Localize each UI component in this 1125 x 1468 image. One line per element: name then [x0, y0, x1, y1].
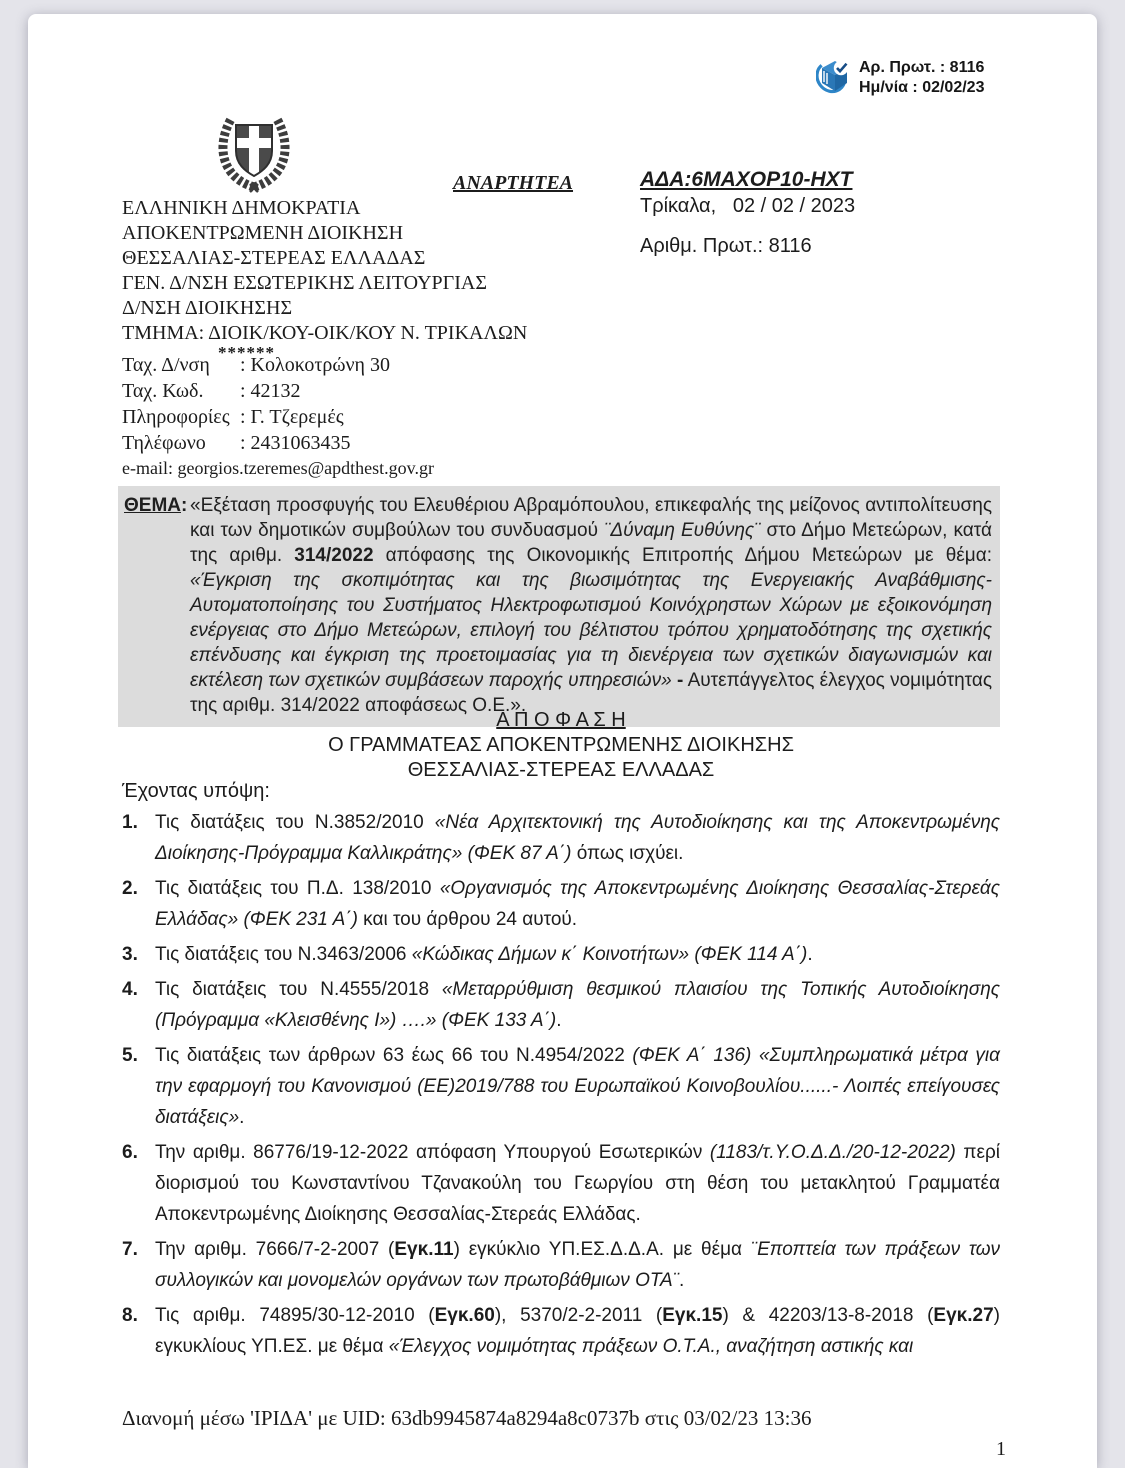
distribution-note: Διανομή μέσω 'ΙΡΙΔΑ' με UID: 63db9945874a8294a8c0737b στις 03/02/23 13:36 — [122, 1406, 812, 1430]
item-number: 4. — [122, 979, 138, 1000]
agency-header — [122, 196, 527, 360]
contact-value: : Κολοκοτρώνη 30 — [240, 354, 391, 376]
document-page — [28, 14, 1097, 1468]
item-number: 1. — [122, 812, 138, 833]
city-date: Τρίκαλα, 02 / 02 / 2023 — [640, 195, 856, 217]
subject-block — [118, 486, 1000, 727]
list-item — [122, 939, 1000, 970]
list-item — [122, 807, 1000, 869]
item-text: Τις διατάξεις του Ν.3463/2006 «Κώδικας Δήμων κ΄ Κοινοτήτων» (ΦΕΚ 114 Α΄). — [155, 944, 813, 965]
anartitea-label: ΑΝΑΡΤΗΤΕΑ — [453, 172, 574, 194]
stamp-protocol-number: Αρ. Πρωτ. : 8116 — [859, 58, 985, 76]
ada-code: ΑΔΑ:6ΜΑΧΟΡ10-ΗΧΤ — [640, 168, 853, 191]
contact-label: Πληροφορίες — [122, 406, 230, 428]
contact-block — [122, 352, 434, 480]
list-item — [122, 974, 1000, 1036]
protocol-info-block — [640, 168, 1000, 258]
item-number: 3. — [122, 944, 138, 965]
list-item — [122, 1234, 1000, 1296]
subject-label — [124, 493, 190, 518]
item-text: Την αριθμ. 86776/19-12-2022 απόφαση Υπουργού Εσωτερικών (1183/τ.Υ.Ο.Δ.Δ./20-12-2022) περί διορισμού του Κωνσταντίνου Τζανακούλη του Γεωργίου στη θέση του μετακλητού Γραμματέα Αποκεντρωμένης Διοίκησης Θεσσαλίας-Στερεάς Ελλάδας. — [155, 1142, 1000, 1225]
contact-row — [122, 404, 434, 430]
subject-label-colon: : — [181, 495, 188, 516]
item-text: Τις διατάξεις του Ν.4555/2018 «Μεταρρύθμιση θεσμικού πλαισίου της Τοπικής Αυτοδιοίκησης (Πρόγραμμα «Κλεισθένης Ι») ….» (ΦΕΚ 133 Α΄). — [155, 979, 1000, 1031]
subject-label-text: ΘΕΜΑ — [124, 495, 181, 516]
protocol-number: Αριθμ. Πρωτ.: 8116 — [640, 235, 812, 257]
protocol-stamp — [816, 54, 984, 101]
item-text: Την αριθμ. 7666/7-2-2007 (Εγκ.11) εγκύκλιο ΥΠ.ΕΣ.Δ.Δ.Α. με θέμα ¨Εποπτεία των πράξεων των συλλογικών και μονομελών οργάνων των πρωτοβάθμιων ΟΤΑ¨. — [155, 1239, 1001, 1291]
item-text: Τις αριθμ. 74895/30-12-2010 (Εγκ.60), 5370/2-2-2011 (Εγκ.15) & 42203/13-8-2018 (Εγκ.27) εγκυκλίους ΥΠ.ΕΣ. με θέμα «Έλεγχος νομιμότητας πράξεων Ο.Τ.Α., αναζήτηση αστικής και — [155, 1305, 1000, 1357]
item-text: Τις διατάξεις των άρθρων 63 έως 66 του Ν.4954/2022 (ΦΕΚ Α΄ 136) «Συμπληρωματικά μέτρα για την εφαρμογή του Κανονισμού (ΕΕ)2019/788 του Ευρωπαϊκού Κοινοβουλίου......- Λοιπές επείγουσες διατάξεις». — [155, 1045, 1000, 1128]
item-number: 2. — [122, 878, 138, 899]
item-text: Τις διατάξεις του Ν.3852/2010 «Νέα Αρχιτεκτονική της Αυτοδιοίκησης και της Αποκεντρωμένης Διοίκησης-Πρόγραμμα Καλλικράτης» (ΦΕΚ 87 Α΄) όπως ισχύει. — [155, 812, 1000, 864]
decision-subtitle: Ο ΓΡΑΜΜΑΤΕΑΣ ΑΠΟΚΕΝΤΡΩΜΕΝΗΣ ΔΙΟΙΚΗΣΗΣ — [328, 734, 794, 756]
stamp-date: Ημ/νία : 02/02/23 — [859, 78, 985, 96]
list-item — [122, 1300, 1000, 1362]
contact-row — [122, 352, 434, 378]
contact-row — [122, 378, 434, 404]
legal-references-list — [122, 807, 1000, 1366]
agency-line: Δ/ΝΣΗ ΔΙΟΙΚΗΣΗΣ — [122, 297, 293, 319]
item-number: 6. — [122, 1142, 138, 1163]
irida-logo-icon — [816, 54, 852, 101]
decision-title: Α Π Ο Φ Α Σ Η — [496, 709, 626, 731]
contact-label: Τηλέφωνο — [122, 432, 206, 454]
having-regard-label: Έχοντας υπόψη: — [122, 780, 270, 802]
item-number: 8. — [122, 1305, 138, 1326]
stamp-text — [859, 58, 984, 98]
item-number: 7. — [122, 1239, 138, 1260]
subject-paragraph — [124, 493, 992, 718]
contact-value: : 2431063435 — [240, 432, 351, 454]
list-item — [122, 1137, 1000, 1230]
contact-label: Ταχ. Κωδ. — [122, 380, 204, 402]
item-text: Τις διατάξεις του Π.Δ. 138/2010 «Οργανισμός της Αποκεντρωμένης Διοίκησης Θεσσαλίας-Στερεάς Ελλάδας» (ΦΕΚ 231 Α΄) και του άρθρου 24 αυτού. — [155, 878, 1000, 930]
contact-email: e-mail: georgios.tzeremes@apdthest.gov.gr — [122, 458, 434, 478]
agency-line: ΤΜΗΜΑ: ΔΙΟΙΚ/ΚΟΥ-ΟΙΚ/ΚΟΥ Ν. ΤΡΙΚΑΛΩΝ — [122, 322, 528, 344]
agency-line: ΑΠΟΚΕΝΤΡΩΜΕΝΗ ΔΙΟΙΚΗΣΗ — [122, 222, 404, 244]
contact-label: Ταχ. Δ/νση — [122, 354, 210, 376]
agency-line: ΘΕΣΣΑΛΙΑΣ-ΣΤΕΡΕΑΣ ΕΛΛΑΔΑΣ — [122, 247, 426, 269]
subject-text: «Εξέταση προσφυγής του Ελευθέριου Αβραμόπουλου, επικεφαλής της μείζονος αντιπολίτευσης και των δημοτικών συμβούλων του συνδυασμού ¨Δύναμη Ευθύνης¨ στο Δήμο Μετεώρων, κατά της αριθμ. 314/2022 απόφασης της Οικονομικής Επιτροπής Δήμου Μετεώρων με θέμα: «Έγκριση της σκοπιμότητας και της βιωσιμότητας της Ενεργειακής Αναβάθμισης-Αυτοματοποίησης του Συστήματος Ηλεκτροφωτισμού Κοινόχρηστων Χώρων με εξοικονόμηση ενέργειας στο Δήμο Μετεώρων, επιλογή του βέλτιστου τρόπου χρηματοδότησης της σχετικής επένδυσης και έγκριση της προετοιμασίας για τη διενέργεια των σχετικών διαγωνισμών και εκτέλεση των σχετικών συμβάσεων παροχής υπηρεσιών» - Αυτεπάγγελτος έλεγχος νομιμότητας της αριθμ. 314/2022 αποφάσεως Ο.Ε.». — [190, 495, 993, 716]
decision-subtitle: ΘΕΣΣΑΛΙΑΣ-ΣΤΕΡΕΑΣ ΕΛΛΑΔΑΣ — [407, 759, 715, 781]
agency-line: ΓΕΝ. Δ/ΝΣΗ ΕΣΩΤΕΡΙΚΗΣ ΛΕΙΤΟΥΡΓΙΑΣ — [122, 272, 487, 294]
list-item — [122, 873, 1000, 935]
greek-coat-of-arms-icon — [206, 108, 302, 194]
page-number: 1 — [996, 1438, 1006, 1460]
contact-value: : 42132 — [240, 380, 301, 402]
decision-heading — [122, 708, 1000, 783]
list-item — [122, 1040, 1000, 1133]
stars-divider: ****** — [218, 343, 275, 362]
contact-row — [122, 430, 434, 456]
contact-value: : Γ. Τζερεμές — [240, 406, 344, 428]
item-number: 5. — [122, 1045, 138, 1066]
agency-line: ΕΛΛΗΝΙΚΗ ΔΗΜΟΚΡΑΤΙΑ — [122, 197, 361, 219]
